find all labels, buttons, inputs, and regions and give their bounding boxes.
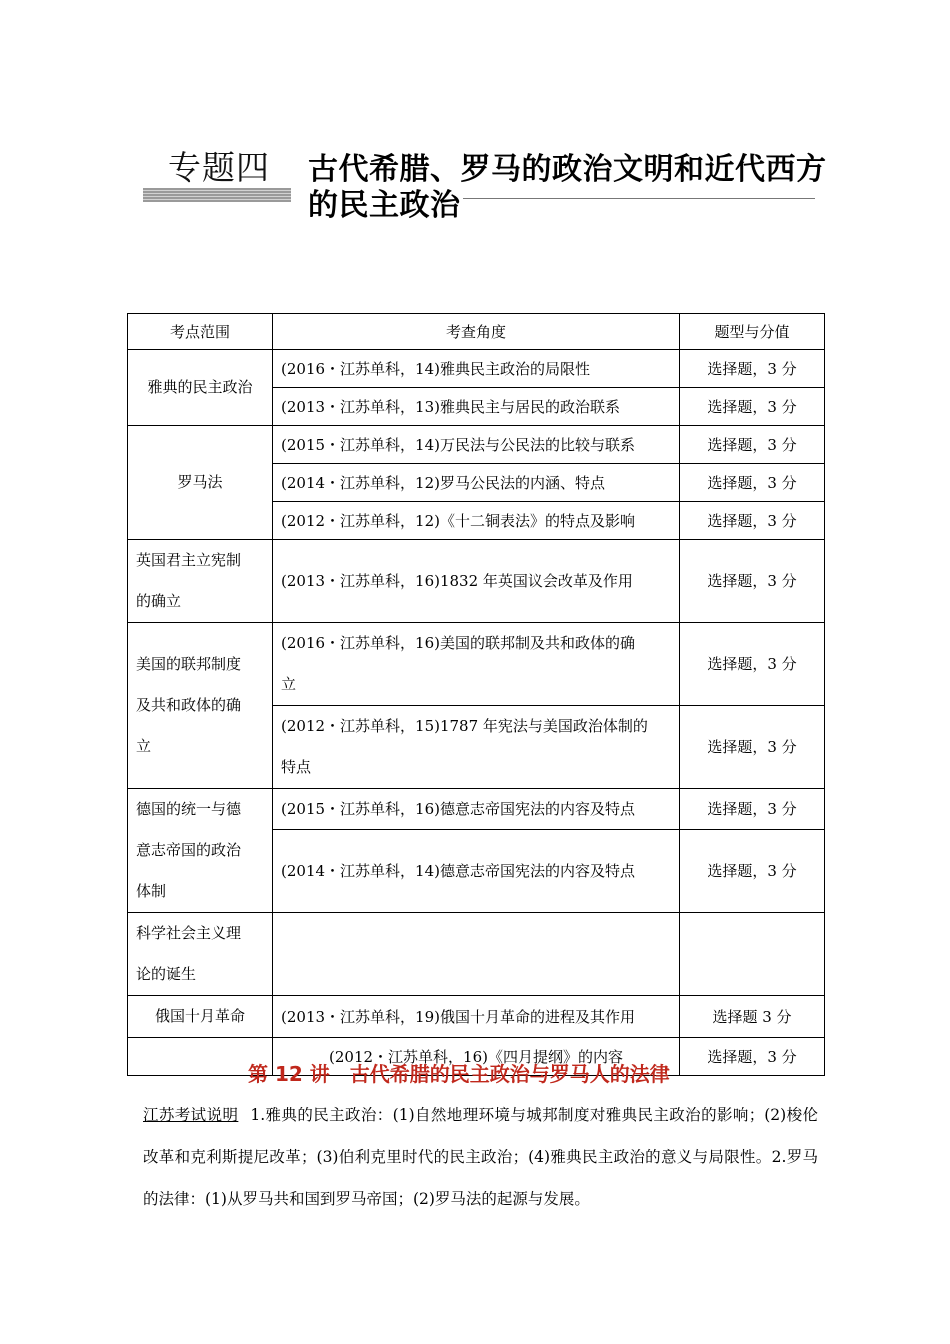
- value-cell: 选择题，3 分: [680, 623, 825, 706]
- angle-cell: (2014・江苏单科，12)罗马公民法的内涵、特点: [273, 464, 680, 502]
- angle-line: (2016・江苏单科，16)美国的联邦制及共和政体的确: [281, 634, 635, 652]
- table-row: [128, 350, 825, 388]
- category-socialism: [128, 913, 273, 996]
- table-row: [128, 426, 825, 464]
- category-line: 意志帝国的政治: [136, 841, 242, 859]
- lecture-title: 第 12 讲 古代希腊的民主政治与罗马人的法律: [248, 1062, 670, 1086]
- category-line: 美国的联邦制度: [136, 655, 242, 673]
- table-row: [128, 540, 825, 623]
- category-line: 英国君主立宪制: [136, 551, 242, 569]
- value-cell: 选择题，3 分: [680, 502, 825, 540]
- angle-cell: (2013・江苏单科，16)1832 年英国议会改革及作用: [273, 540, 680, 623]
- value-cell: [680, 913, 825, 996]
- header-angle: 考查角度: [273, 314, 680, 350]
- angle-cell: (2012・江苏单科，16)《四月提纲》的内容: [273, 1038, 680, 1076]
- topic-title-rule: [463, 198, 815, 199]
- angle-line: (2012・江苏单科，15)1787 年宪法与美国政治体制的: [281, 717, 648, 735]
- angle-line: 特点: [281, 758, 312, 776]
- category-russia: 俄国十月革命: [128, 996, 273, 1038]
- category-germany: [128, 789, 273, 913]
- value-cell: 选择题，3 分: [680, 388, 825, 426]
- category-line: 立: [136, 737, 152, 755]
- angle-cell: (2014・江苏单科，14)德意志帝国宪法的内容及特点: [273, 829, 680, 912]
- table-row: [128, 913, 825, 996]
- angle-cell: (2013・江苏单科，19)俄国十月革命的进程及其作用: [273, 996, 680, 1038]
- table-row: [128, 789, 825, 830]
- category-line: 的确立: [136, 592, 182, 610]
- angle-line: 立: [281, 675, 297, 693]
- angle-cell: (2012・江苏单科，12)《十二铜表法》的特点及影响: [273, 502, 680, 540]
- category-line: 及共和政体的确: [136, 696, 242, 714]
- category-athens: 雅典的民主政治: [128, 350, 273, 426]
- value-cell: 选择题，3 分: [680, 1038, 825, 1076]
- angle-cell: [273, 706, 680, 789]
- value-cell: 选择题，3 分: [680, 789, 825, 830]
- category-line: 德国的统一与德: [136, 800, 242, 818]
- angle-cell: [273, 623, 680, 706]
- value-cell: 选择题，3 分: [680, 706, 825, 789]
- category-rome: 罗马法: [128, 426, 273, 540]
- exam-scope-table: [127, 313, 825, 1076]
- exam-description-text: 1.雅典的民主政治：(1)自然地理环境与城邦制度对雅典民主政治的影响；(2)梭伦改革和克利斯提尼改革；(3)伯利克里时代的民主政治；(4)雅典民主政治的意义与局限性。2.罗马的法律：(1)从罗马共和国到罗马帝国；(2)罗马法的起源与发展。: [143, 1106, 819, 1208]
- table-row: [128, 996, 825, 1038]
- topic-decor-bar: [143, 188, 291, 202]
- category-line: 科学社会主义理: [136, 924, 242, 942]
- value-cell: 选择题，3 分: [680, 350, 825, 388]
- angle-cell: (2016・江苏单科，14)雅典民主政治的局限性: [273, 350, 680, 388]
- angle-cell: (2013・江苏单科，13)雅典民主与居民的政治联系: [273, 388, 680, 426]
- angle-cell: (2015・江苏单科，14)万民法与公民法的比较与联系: [273, 426, 680, 464]
- value-cell: 选择题 3 分: [680, 996, 825, 1038]
- header-scope: 考点范围: [128, 314, 273, 350]
- exam-description-label: 江苏考试说明: [143, 1106, 239, 1124]
- category-england: [128, 540, 273, 623]
- topic-title-line2: 的民主政治: [308, 188, 461, 223]
- header-value: 题型与分值: [680, 314, 825, 350]
- table-header-row: [128, 314, 825, 350]
- category-line: 体制: [136, 882, 167, 900]
- angle-cell: [273, 913, 680, 996]
- value-cell: 选择题，3 分: [680, 426, 825, 464]
- topic-title-line1: 古代希腊、罗马的政治文明和近代西方: [308, 152, 827, 187]
- exam-description: [143, 1094, 818, 1220]
- value-cell: 选择题，3 分: [680, 540, 825, 623]
- category-usa: [128, 623, 273, 789]
- table-row: [128, 623, 825, 706]
- angle-cell: (2015・江苏单科，16)德意志帝国宪法的内容及特点: [273, 789, 680, 830]
- category-line: 论的诞生: [136, 965, 197, 983]
- value-cell: 选择题，3 分: [680, 829, 825, 912]
- topic-label: 专题四: [168, 148, 270, 187]
- value-cell: 选择题，3 分: [680, 464, 825, 502]
